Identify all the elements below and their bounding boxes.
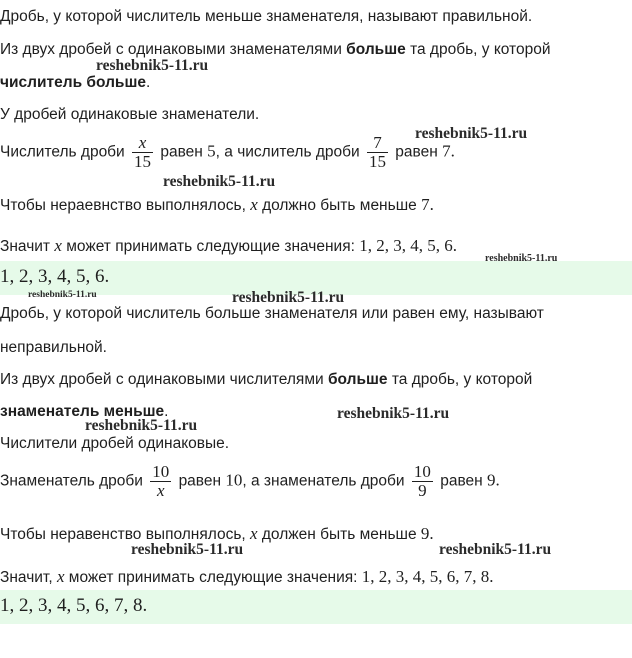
text: Числитель дроби [0,143,125,161]
answer-text-2: 1, 2, 3, 4, 5, 6, 7, 8. [0,595,148,616]
rule-bold: числитель больше [0,74,146,91]
text: равен [440,472,483,490]
watermark: reshebnik5-11.ru [232,289,345,306]
answer-text: 1, 2, 3, 4, 5, 6. [0,266,110,287]
rule-text: та дробь, у которой [410,41,551,58]
fraction-10-over-x [150,463,171,500]
rule-bold: знаменатель меньше [0,403,165,420]
text: , а числитель дроби [215,143,360,161]
math-value: 5 [207,141,216,161]
watermark: reshebnik5-11.ru [163,173,276,190]
text: может принимать следующие значения: [66,238,355,255]
math-value: 7. [421,195,434,214]
watermark: reshebnik5-11.ru [96,57,209,74]
watermark: reshebnik5-11.ru [485,253,558,264]
fraction-x-over-15 [132,134,153,171]
watermark: reshebnik5-11.ru [28,290,97,300]
same-numerators-note [0,435,229,453]
math-values-list: 1, 2, 3, 4, 5, 6, 7, 8. [361,567,494,586]
fraction-10-over-9 [412,463,433,500]
rule-same-denominator-line2 [0,74,150,92]
watermark: reshebnik5-11.ru [337,405,450,422]
math-value: 9. [487,470,500,490]
note-text: Числители дробей одинаковые. [0,435,230,452]
watermark: reshebnik5-11.ru [85,417,198,434]
math-variable: x [54,236,62,255]
math-value: 9. [420,524,434,543]
values-line [0,236,457,256]
text: должен быть меньше [261,526,417,543]
fraction-numerator: 10 [152,462,170,481]
rule-text: Из двух дробей с одинаковыми знаменателями [0,41,342,58]
definition-proper-fraction [0,8,532,26]
math-value: 10 [225,470,243,490]
fraction-denominator: 9 [412,481,433,500]
text: равен [160,143,203,161]
note-text: У дробей одинаковые знаменатели. [0,106,260,123]
fraction-denominator: 15 [368,151,386,171]
text: Чтобы нераевнство выполнялось, [0,197,246,214]
text: Значит [0,238,51,255]
watermark: reshebnik5-11.ru [439,541,552,558]
text: , а знаменатель дроби [242,472,405,490]
text: Знаменатель дроби [0,472,143,490]
rule-text: та дробь, у которой [391,371,533,388]
text: Чтобы неравенство выполнялось, [0,526,246,543]
rule-same-denominator-line1 [0,41,551,59]
punct: . [164,403,169,420]
condition-line [0,195,434,215]
watermark: reshebnik5-11.ru [131,541,244,558]
text: может принимать следующие значения: [68,569,358,586]
text: равен [178,472,222,490]
text: должно быть меньше [262,197,417,214]
definition-improper-fraction-line2 [0,339,107,357]
same-denominators-note [0,106,259,124]
definition-text: неправильной. [0,339,107,356]
fraction-numerator: 10 [413,462,431,481]
denominators-line [0,463,500,500]
numerators-line [0,134,455,171]
fraction-7-over-15 [367,134,388,171]
rule-text: Из двух дробей с одинаковыми числителями [0,371,324,388]
math-values-list: 1, 2, 3, 4, 5, 6. [359,236,457,255]
math-variable: x [250,524,258,543]
fraction-numerator: x [138,133,147,152]
rule-same-numerator-line1 [0,371,532,389]
fraction-numerator: 7 [373,133,382,152]
rule-bold: больше [346,41,406,58]
definition-text: Дробь, у которой числитель меньше знаменателя, называют правильной. [0,8,533,25]
punct: . [146,74,151,91]
fraction-denominator: 15 [134,151,152,171]
rule-bold: больше [327,371,388,388]
text: равен [395,143,438,161]
math-variable: x [56,567,65,586]
fraction-denominator: x [150,481,171,500]
math-value: 7. [442,141,455,161]
text: Значит, [0,569,53,586]
definition-text: Дробь, у которой числитель больше знаменателя или равен ему, называют [0,305,544,322]
math-variable: x [250,195,258,214]
definition-improper-fraction-line1 [0,305,544,323]
watermark: reshebnik5-11.ru [415,125,528,142]
values-line-2 [0,567,494,587]
